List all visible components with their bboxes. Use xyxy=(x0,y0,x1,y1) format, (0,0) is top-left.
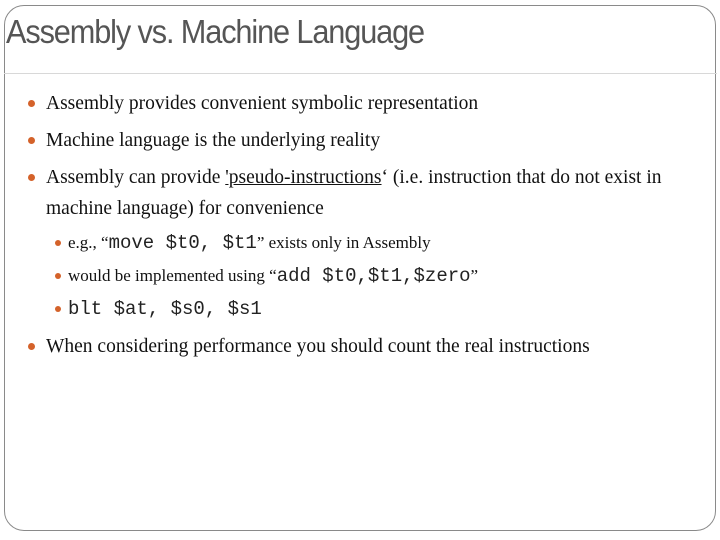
bullet-item xyxy=(46,162,686,224)
slide-body xyxy=(0,88,720,368)
slide-title: Assembly vs. Machine Language xyxy=(6,13,425,50)
code-snippet: blt $at, $s0, $s1 xyxy=(68,298,262,320)
sub-bullet-text: ” xyxy=(470,266,479,285)
code-snippet: move $t0, $t1 xyxy=(108,232,257,254)
bullet-icon xyxy=(55,273,61,279)
sub-bullet-text: ” exists only in Assembly xyxy=(256,233,431,252)
bullet-text: When considering performance you should count the real instructions xyxy=(46,336,590,357)
sub-bullet-text: e.g., “ xyxy=(68,233,109,252)
bullet-text: Machine language is the underlying reality xyxy=(46,130,381,151)
bullet-item xyxy=(46,88,696,119)
bullet-text: ‘ (i.e. instruction that do not exist in machine language) for convenience xyxy=(46,167,662,219)
pseudo-instructions-link[interactable]: 'pseudo-instructions xyxy=(225,167,382,188)
bullet-icon xyxy=(28,100,35,107)
bullet-icon xyxy=(28,343,35,350)
bullet-icon xyxy=(55,240,61,246)
bullet-text: Assembly provides convenient symbolic representation xyxy=(46,93,479,114)
bullet-icon xyxy=(28,174,35,181)
bullet-icon xyxy=(28,137,35,144)
title-divider xyxy=(4,73,717,74)
sub-bullet-item xyxy=(68,293,708,325)
bullet-item xyxy=(46,125,696,156)
bullet-item xyxy=(46,331,646,362)
sub-bullet-item xyxy=(68,260,708,292)
sub-bullet-text: would be implemented using “ xyxy=(68,266,277,285)
sub-bullet-item xyxy=(68,227,708,259)
bullet-text: Assembly can provide xyxy=(46,167,226,188)
bullet-icon xyxy=(55,306,61,312)
code-snippet: add $t0,$t1,$zero xyxy=(276,265,471,287)
